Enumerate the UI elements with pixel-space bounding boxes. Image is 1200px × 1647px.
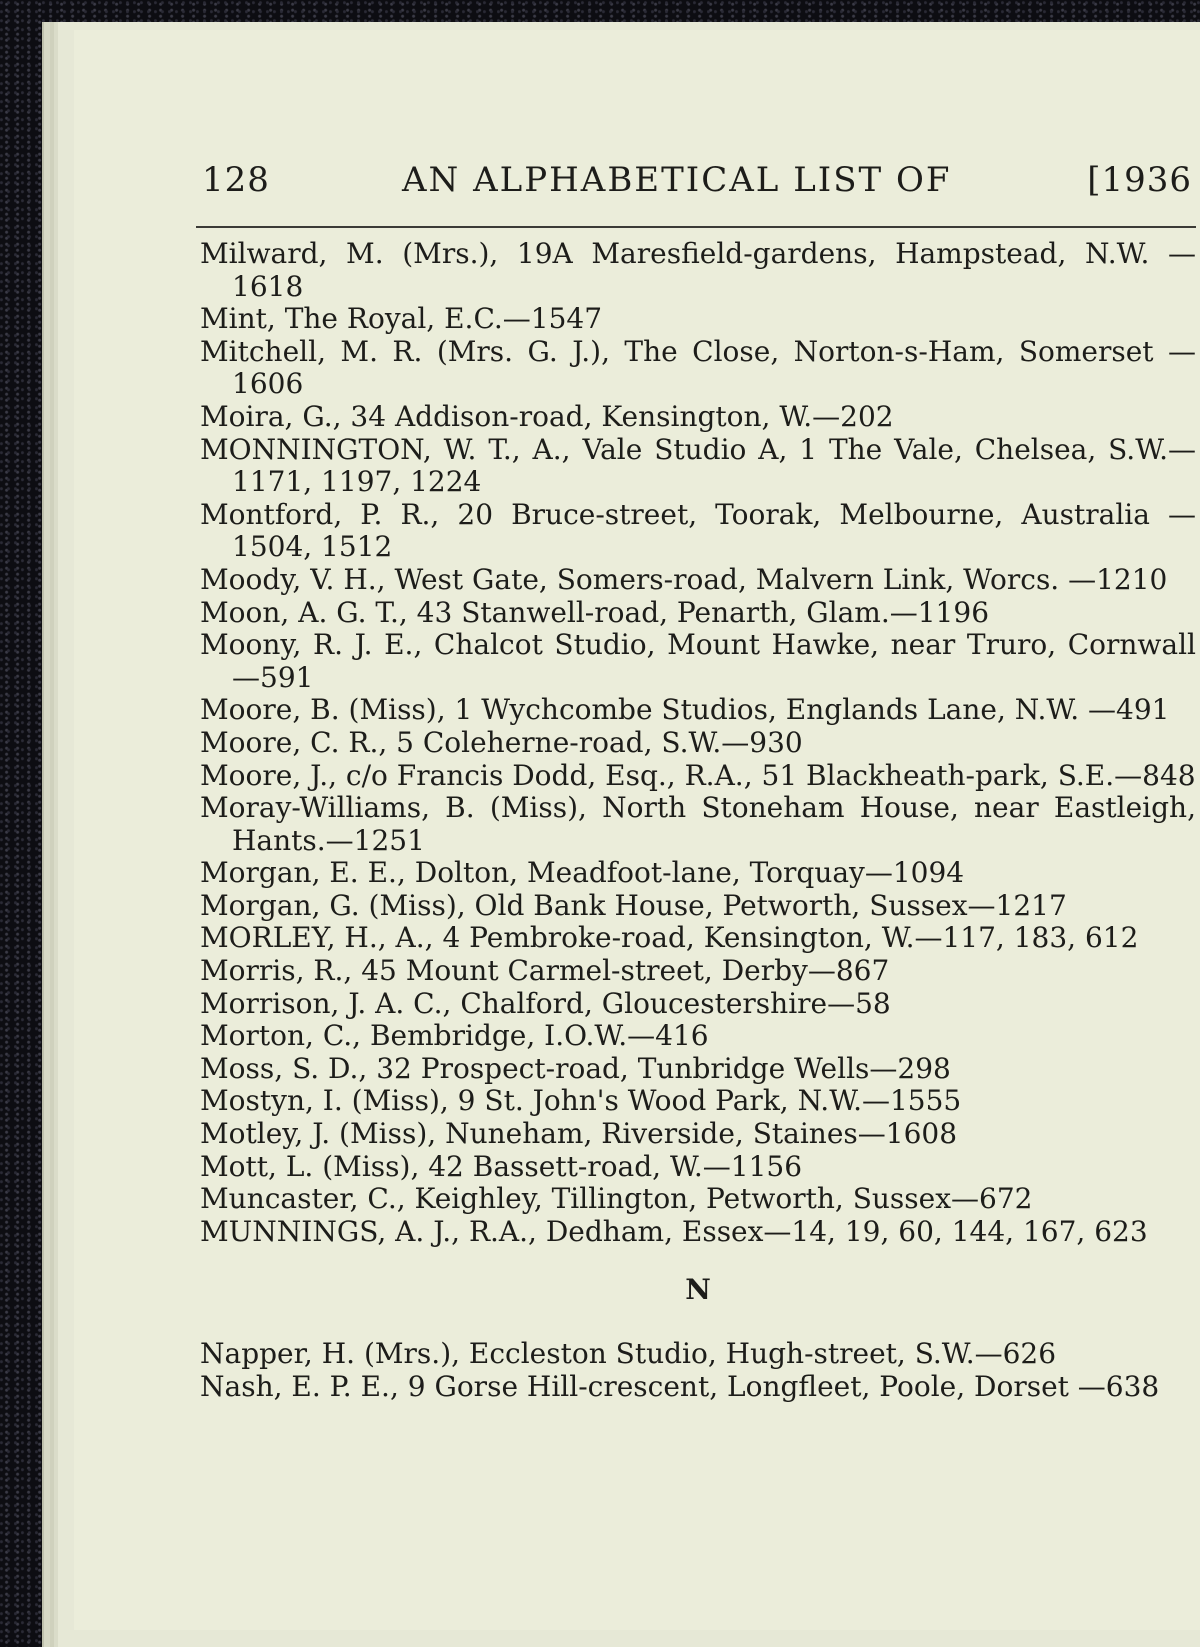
list-entry: Moira, G., 34 Addison-road, Kensington, W.—202 xyxy=(200,399,894,433)
list-entry: Morton, C., Bembridge, I.O.W.—416 xyxy=(200,1019,709,1053)
list-entry: Milward, M. (Mrs.), 19A Maresfield-gardens, Hampstead, N.W. —1618 xyxy=(200,237,1196,303)
list-entry: Morris, R., 45 Mount Carmel-street, Derby—867 xyxy=(200,954,890,988)
list-entry: Moon, A. G. T., 43 Stanwell-road, Penarth, Glam.—1196 xyxy=(200,595,990,629)
list-entry: Morrison, J. A. C., Chalford, Gloucestershire—58 xyxy=(200,986,891,1020)
list-entry: MUNNINGS, A. J., R.A., Dedham, Essex—14, 19, 60, 144, 167, 623 xyxy=(200,1214,1148,1248)
list-entry: Mott, L. (Miss), 42 Bassett-road, W.—1156 xyxy=(200,1149,803,1183)
list-entry: Muncaster, C., Keighley, Tillington, Petworth, Sussex—672 xyxy=(200,1182,1033,1216)
entry-list xyxy=(200,238,1196,1404)
book-page xyxy=(74,30,1200,1630)
list-entry: Moore, J., c/o Francis Dodd, Esq., R.A., 51 Blackheath-park, S.E.—848 xyxy=(200,758,1196,792)
list-entry: MORLEY, H., A., 4 Pembroke-road, Kensington, W.—117, 183, 612 xyxy=(200,921,1139,955)
list-entry: Motley, J. (Miss), Nuneham, Riverside, Staines—1608 xyxy=(200,1117,958,1151)
header-year: [1936 xyxy=(1087,160,1192,200)
list-entry: Moore, C. R., 5 Coleherne-road, S.W.—930 xyxy=(200,725,803,759)
header-rule xyxy=(196,226,1196,228)
list-entry: Napper, H. (Mrs.), Eccleston Studio, Hugh-street, S.W.—626 xyxy=(200,1337,1057,1371)
list-entry: Nash, E. P. E., 9 Gorse Hill-crescent, Longfleet, Poole, Dorset —638 xyxy=(200,1370,1160,1403)
page-title: AN ALPHABETICAL LIST OF xyxy=(402,160,952,200)
list-entry: Morgan, E. E., Dolton, Meadfoot-lane, Torquay—1094 xyxy=(200,856,965,890)
list-entry: MONNINGTON, W. T., A., Vale Studio A, 1 The Vale, Chelsea, S.W.—1171, 1197, 1224 xyxy=(200,432,1196,499)
list-entry: Mostyn, I. (Miss), 9 St. John's Wood Park, N.W.—1555 xyxy=(200,1084,962,1118)
page-number: 128 xyxy=(202,160,270,200)
running-header xyxy=(202,158,1192,202)
section-heading: N xyxy=(685,1273,711,1307)
list-entry: Moray-Williams, B. (Miss), North Stoneham House, near Eastleigh, Hants.—1251 xyxy=(200,791,1196,857)
list-entry: Mint, The Royal, E.C.—1547 xyxy=(200,302,603,336)
list-entry: Mitchell, M. R. (Mrs. G. J.), The Close, Norton-s-Ham, Somerset —1606 xyxy=(200,334,1196,401)
list-entry: Moss, S. D., 32 Prospect-road, Tunbridge Wells—298 xyxy=(200,1051,951,1085)
list-entry: Morgan, G. (Miss), Old Bank House, Petworth, Sussex—1217 xyxy=(200,888,1067,922)
list-entry: Moody, V. H., West Gate, Somers-road, Malvern Link, Worcs. —1210 xyxy=(200,562,1168,596)
list-entry: Moony, R. J. E., Chalcot Studio, Mount Hawke, near Truro, Cornwall—591 xyxy=(200,628,1196,694)
list-entry: Montford, P. R., 20 Bruce-street, Toorak, Melbourne, Australia —1504, 1512 xyxy=(200,497,1196,564)
list-entry: Moore, B. (Miss), 1 Wychcombe Studios, Englands Lane, N.W. —491 xyxy=(200,693,1170,727)
